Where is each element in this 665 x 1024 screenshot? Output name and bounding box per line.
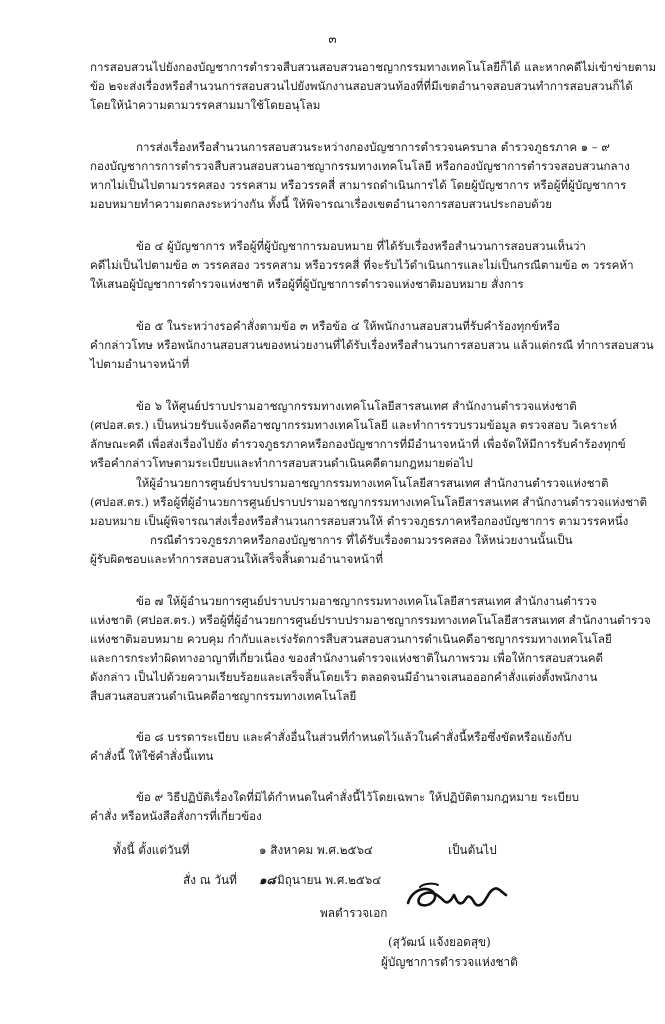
- order-date: มิถุนายน พ.ศ.๒๕๖๔: [277, 873, 382, 887]
- paragraph-line: คำสั่งนี้ ให้ใช้คำสั่งนี้แทน: [90, 749, 214, 763]
- paragraph-line: แห่งชาติ (ศปอส.ตร.) หรือผู้ที่ผู้อำนวยการศูนย์ปราบปรามอาชญากรรมทางเทคโนโลยีสารสนเทศ สำนักงานตำรวจ: [90, 613, 651, 627]
- effective-date: ๑ สิงหาคม พ.ศ.๒๕๖๔: [259, 843, 373, 857]
- paragraph-line: ข้อ ๒จะส่งเรื่องหรือสำนวนการสอบสวนไปยังพนักงานสอบสวนท้องที่ที่มีเขตอำนาจสอบสวนทำการสอบสวนก็ได้: [90, 79, 633, 93]
- paragraph-line: ข้อ ๖ ให้ศูนย์ปราบปรามอาชญากรรมทางเทคโนโลยีสารสนเทศ สำนักงานตำรวจแห่งชาติ: [136, 399, 577, 413]
- paragraph-line: หากไม่เป็นไปตามวรรคสอง วรรคสาม หรือวรรคสี่ สามารถดำเนินการได้ โดยผู้บัญชาการ หรือผู้ที่ผู้บัญชาการ: [90, 178, 627, 192]
- paragraph-line: การส่งเรื่องหรือสำนวนการสอบสวนระหว่างกองบัญชาการตำรวจนครบาล ตำรวจภูธรภาค ๑ – ๙: [136, 140, 610, 154]
- paragraph-line: กองบัญชาการการตำรวจสืบสวนสอบสวนอาชญากรรมทางเทคโนโลยี หรือกองบัญชาการตำรวจสอบสวนกลาง: [90, 159, 630, 173]
- handwritten-signature: [400, 877, 512, 919]
- effective-date-suffix: เป็นต้นไป: [448, 843, 497, 857]
- paragraph-line: (ศปอส.ตร.) หรือผู้ที่ผู้อำนวยการศูนย์ปราบปรามอาชญากรรมทางเทคโนโลยีสารสนเทศ สำนักงานตำรวจแห่งชาติ: [90, 495, 648, 509]
- paragraph-line: ดังกล่าว เป็นไปด้วยความเรียบร้อยและเสร็จสิ้นโดยเร็ว ตลอดจนมีอำนาจเสนอออกคำสั่งแต่งตั้งพนักงาน: [90, 670, 598, 684]
- signer-name: (สุวัฒน์ แจ้งยอดสุข): [388, 935, 491, 949]
- paragraph-line: ไปตามอำนาจหน้าที่: [90, 357, 190, 371]
- paragraph-line: ผู้รับผิดชอบและทำการสอบสวนให้เสร็จสิ้นตามอำนาจหน้าที่: [90, 552, 383, 566]
- paragraph-line: คำกล่าวโทษ หรือพนักงานสอบสวนของหน่วยงานที่ได้รับเรื่องหรือสำนวนการสอบสวน แล้วแต่กรณี ทำการสอบสวน: [90, 338, 654, 352]
- paragraph-line: คำสั่ง หรือหนังสือสั่งการที่เกี่ยวข้อง: [90, 809, 262, 823]
- paragraph-line: แห่งชาติมอบหมาย ควบคุม กำกับและเร่งรัดการสืบสวนสอบสวนการดำเนินคดีอาชญากรรมทางเทคโนโลยี: [90, 632, 612, 646]
- paragraph-line: การสอบสวนไปยังกองบัญชาการตำรวจสืบสวนสอบสวนอาชญากรรมทางเทคโนโลยีก็ได้ และหากคดีไม่เข้าข่ายตาม: [90, 60, 657, 74]
- paragraph-line: ให้ผู้อำนวยการศูนย์ปราบปรามอาชญากรรมทางเทคโนโลยีสารสนเทศ สำนักงานตำรวจแห่งชาติ: [136, 476, 609, 490]
- paragraph-line: ให้เสนอผู้บัญชาการตำรวจแห่งชาติ หรือผู้ที่ผู้บัญชาการตำรวจแห่งชาติมอบหมาย สั่งการ: [90, 277, 524, 291]
- effective-date-prefix: ทั้งนี้ ตั้งแต่วันที่: [113, 843, 190, 857]
- paragraph-line: โดยให้นำความตามวรรคสามมาใช้โดยอนุโลม: [90, 98, 321, 112]
- paragraph-line: มอบหมายทำความตกลงระหว่างกัน ทั้งนี้ ให้พิจารณาเรื่องเขตอำนาจการสอบสวนประกอบด้วย: [90, 197, 553, 211]
- paragraph-line: ลักษณะคดี เพื่อส่งเรื่องไปยัง ตำรวจภูธรภาคหรือกองบัญชาการที่มีอำนาจหน้าที่ เพื่อจัดให้มีการรับคำร้องทุกข์: [90, 437, 626, 451]
- paragraph-line: กรณีตำรวจภูธรภาคหรือกองบัญชาการ ที่ได้รับเรื่องตามวรรคสอง ให้หน่วยงานนั้นเป็น: [150, 533, 573, 547]
- page-number: ๓: [328, 32, 337, 46]
- paragraph-line: สืบสวนสอบสวนดำเนินคดีอาชญากรรมทางเทคโนโลยี: [90, 689, 357, 703]
- paragraph-line: ข้อ ๕ ในระหว่างรอคำสั่งตามข้อ ๓ หรือข้อ ๔ ให้พนักงานสอบสวนที่รับคำร้องทุกข์หรือ: [136, 319, 560, 333]
- paragraph-line: หรือคำกล่าวโทษตามระเบียบและทำการสอบสวนดำเนินคดีตามกฎหมายต่อไป: [90, 456, 473, 470]
- paragraph-line: และการกระทำผิดทางอาญาที่เกี่ยวเนื่อง ของสำนักงานตำรวจแห่งชาติในภาพรวม เพื่อให้การสอบสวนคดี: [90, 651, 604, 665]
- paragraph-line: ข้อ ๘ บรรดาระเบียบ และคำสั่งอื่นในส่วนที่กำหนดไว้แล้วในคำสั่งนี้หรือซึ่งขัดหรือแย้งกับ: [136, 730, 572, 744]
- paragraph-line: (ศปอส.ตร.) เป็นหน่วยรับแจ้งคดีอาชญากรรมทางเทคโนโลยี และทำการรวบรวมข้อมูล ตรวจสอบ วิเคราะห์: [90, 418, 618, 432]
- paragraph-line: มอบหมาย เป็นผู้พิจารณาส่งเรื่องหรือสำนวนการสอบสวนให้ ตำรวจภูธรภาคหรือกองบัญชาการ ตามวรรคหนึ่ง: [90, 514, 629, 528]
- signer-position: ผู้บัญชาการตำรวจแห่งชาติ: [381, 955, 518, 969]
- order-day-handwritten: ๑๘: [259, 873, 276, 887]
- paragraph-line: คดีไม่เป็นไปตามข้อ ๓ วรรคสอง วรรคสาม หรือวรรคสี่ ที่จะรับไว้ดำเนินการและไม่เป็นกรณีตามข้อ ๓ วรรคห้า: [90, 258, 634, 272]
- paragraph-line: ข้อ ๙ วิธีปฏิบัติเรื่องใดที่มิได้กำหนดในคำสั่งนี้ไว้โดยเฉพาะ ให้ปฏิบัติตามกฎหมาย ระเบียบ: [136, 790, 579, 804]
- paragraph-line: ข้อ ๔ ผู้บัญชาการ หรือผู้ที่ผู้บัญชาการมอบหมาย ที่ได้รับเรื่องหรือสำนวนการสอบสวนเห็นว่า: [136, 239, 586, 253]
- order-date-prefix: สั่ง ณ วันที่: [183, 873, 237, 887]
- paragraph-line: ข้อ ๗ ให้ผู้อำนวยการศูนย์ปราบปรามอาชญากรรมทางเทคโนโลยีสารสนเทศ สำนักงานตำรวจ: [136, 594, 597, 608]
- signer-rank: พลตำรวจเอก: [320, 906, 388, 920]
